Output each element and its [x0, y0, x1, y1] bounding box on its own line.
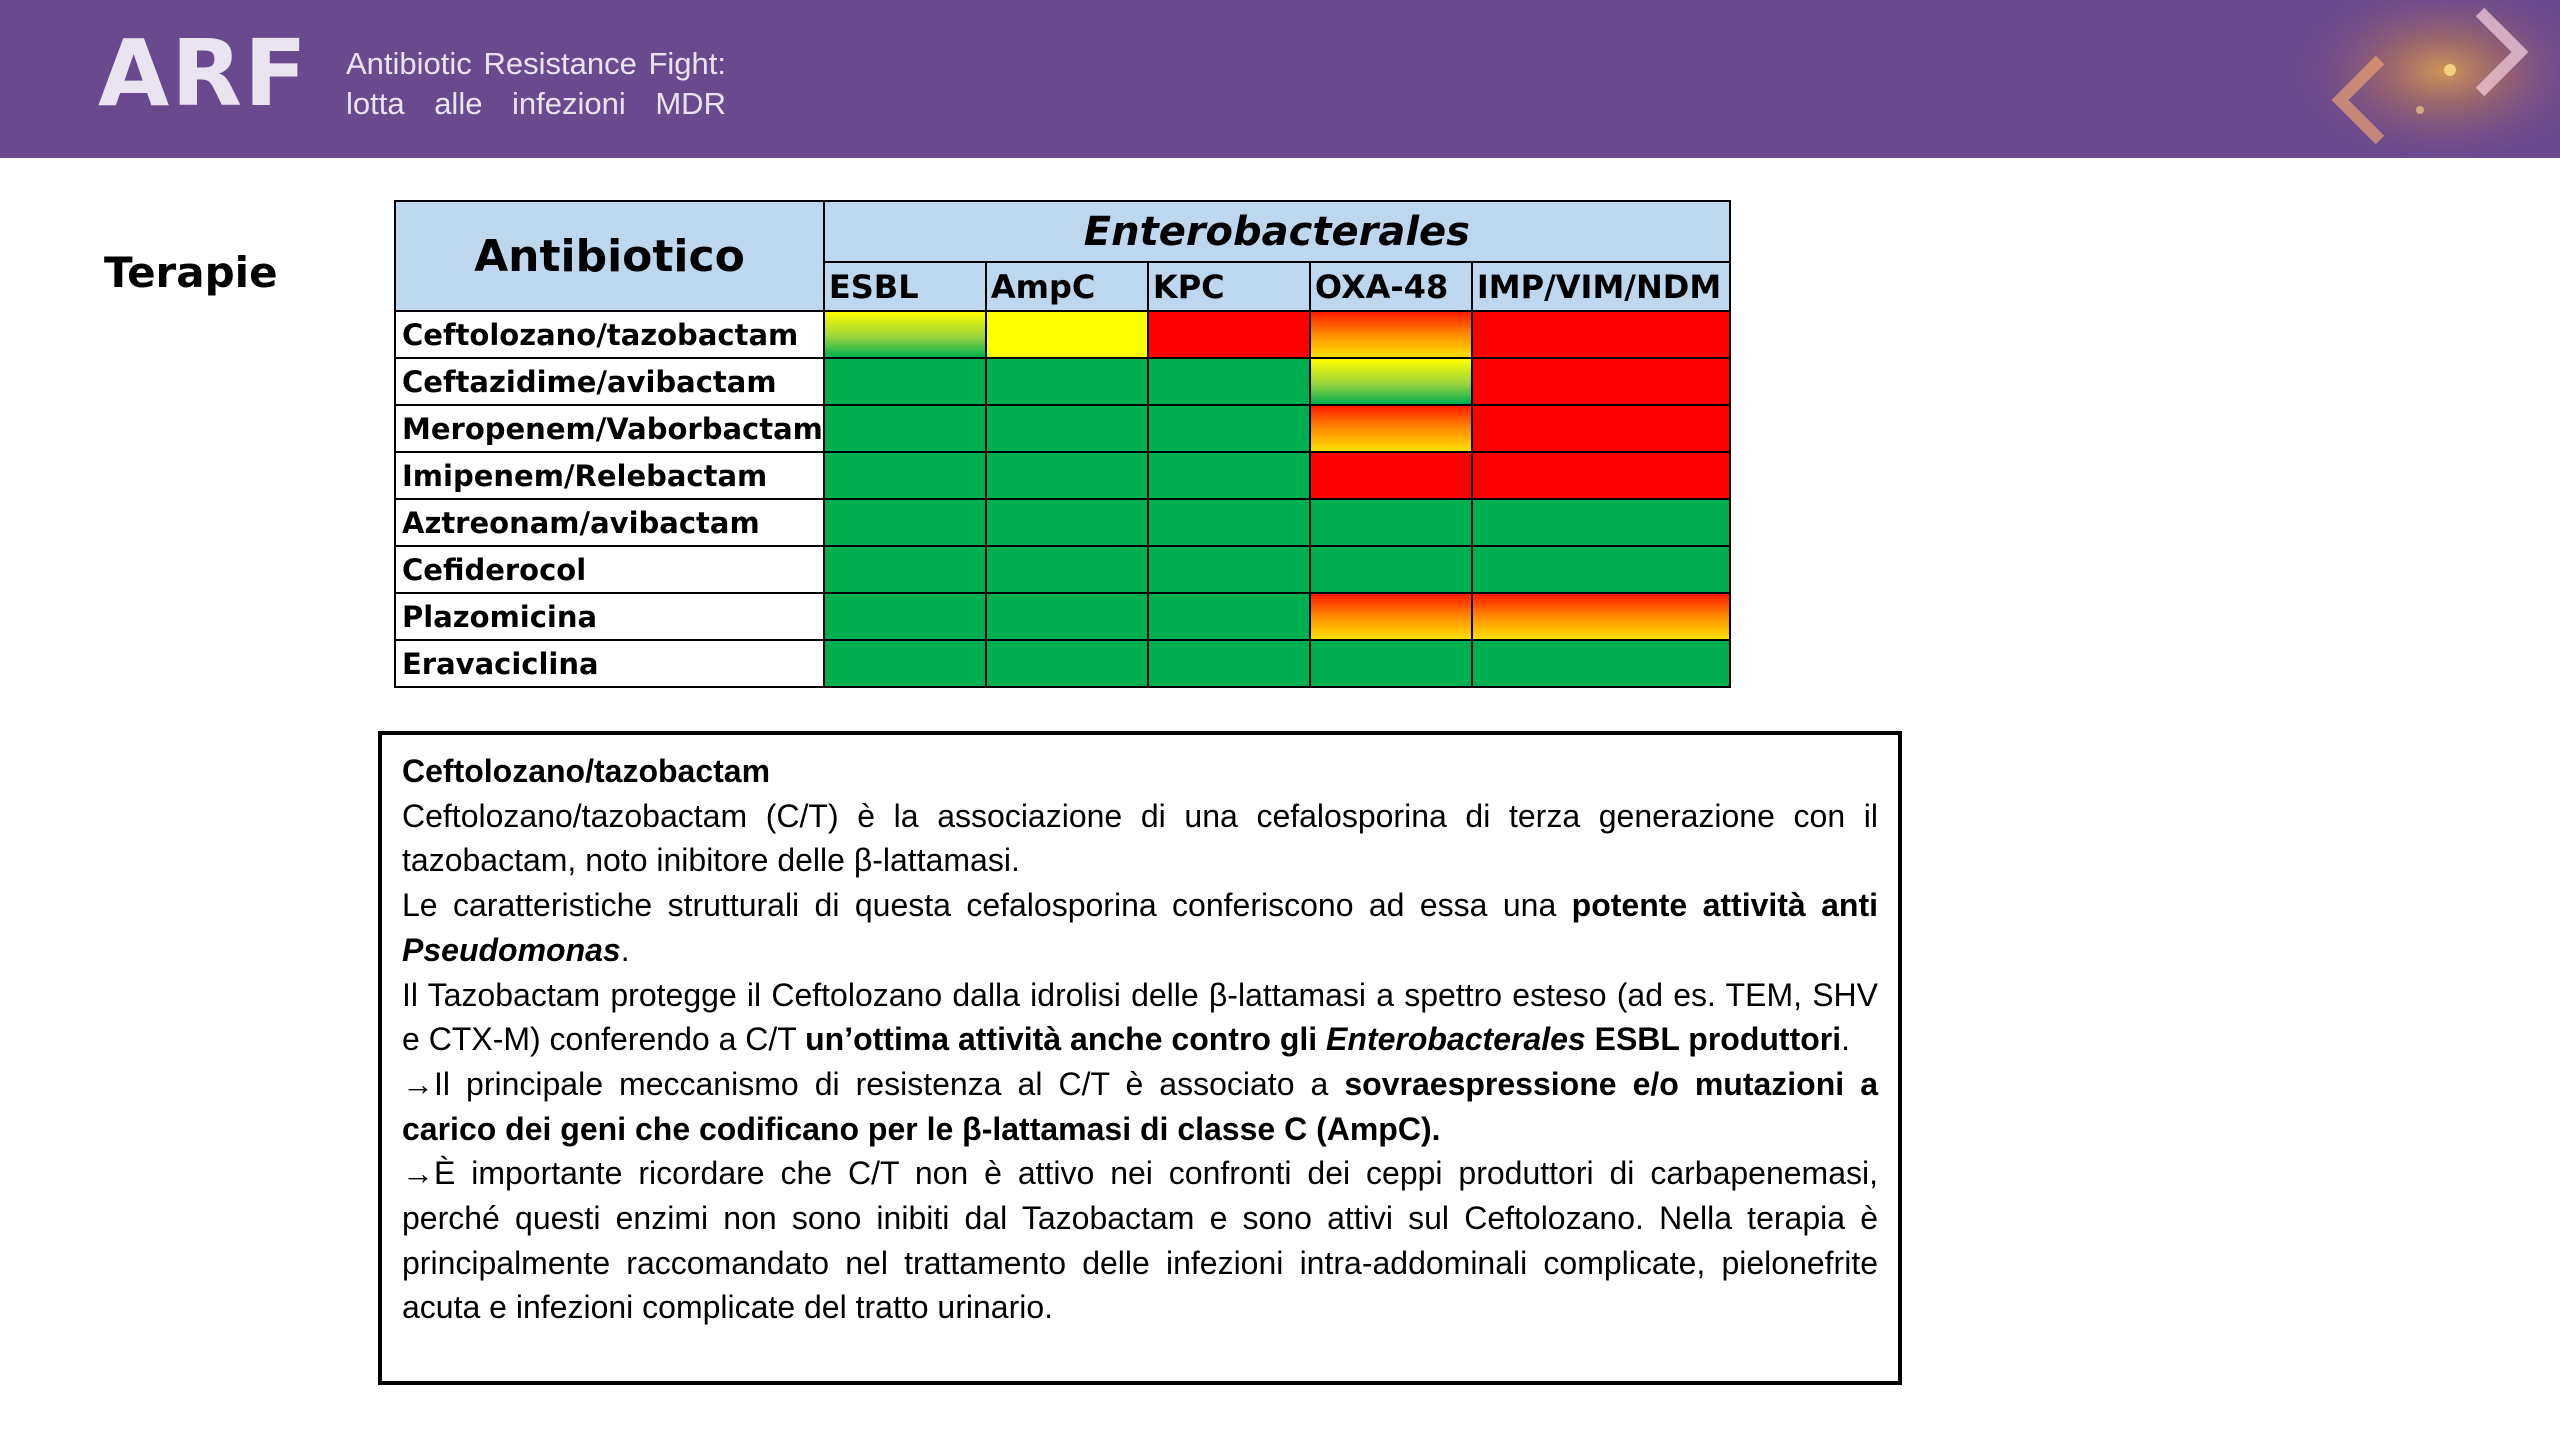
- tagline-word: Fight:: [648, 46, 726, 81]
- activity-cell: [824, 452, 986, 499]
- activity-cell: [1148, 452, 1310, 499]
- info-emphasis: un’ottima attività anche contro gli: [805, 1021, 1327, 1058]
- activity-cell: [1148, 640, 1310, 687]
- info-emphasis: potente attività anti: [1571, 887, 1879, 924]
- antibiotic-name: Aztreonam/avibactam: [395, 499, 824, 546]
- info-paragraph: Ceftolozano/tazobactam (C/T) è la associazione di una cefalosporina di terza generazione con il tazobactam, noto inibitore delle β-lattamasi.: [402, 797, 1878, 879]
- table-row: [395, 452, 1730, 499]
- activity-cell: [986, 358, 1148, 405]
- activity-cell: [1472, 452, 1730, 499]
- info-emphasis-italic: Pseudomonas: [402, 931, 621, 968]
- column-header: ESBL: [824, 262, 986, 311]
- info-paragraph: →È importante ricordare che C/T non è attivo nei confronti dei ceppi produttori di carbapenemasi, perché questi enzimi non sono inibiti dal Tazobactam e sono attivi sul Ceftolozano. Nella terapia è principalmente raccomandato nel trattamento delle infezioni intra-addominali complicate, pielonefrite acuta e infezioni complicate del tratto urinario.: [402, 1155, 1878, 1326]
- tagline-word: infezioni: [512, 86, 626, 121]
- activity-cell: [1472, 499, 1730, 546]
- info-text: Il Tazobactam protegge il Ceftolozano dalla idrolisi delle β-lattamasi a spettro esteso (ad es. TEM, SHV e CTX-M) conferendo a C/T: [402, 976, 1878, 1058]
- activity-cell: [986, 405, 1148, 452]
- tagline-word: Antibiotic: [346, 46, 472, 81]
- info-paragraph: [402, 1062, 1878, 1151]
- activity-cell: [1310, 358, 1472, 405]
- activity-cell: [1148, 311, 1310, 358]
- activity-cell: [1148, 546, 1310, 593]
- info-text: →Il principale meccanismo di resistenza al C/T è associato a: [402, 1065, 1345, 1102]
- activity-cell: [986, 499, 1148, 546]
- activity-cell: [824, 546, 986, 593]
- table-row: [395, 499, 1730, 546]
- activity-cell: [824, 640, 986, 687]
- activity-cell: [1310, 311, 1472, 358]
- tagline-word: Resistance: [483, 46, 637, 81]
- section-title: Terapie: [104, 248, 278, 297]
- activity-cell: [1310, 452, 1472, 499]
- activity-cell: [824, 358, 986, 405]
- info-emphasis: ESBL produttori: [1585, 1021, 1842, 1058]
- info-paragraph: [402, 973, 1878, 1062]
- info-paragraph: [402, 883, 1878, 972]
- activity-cell: [1148, 593, 1310, 640]
- table-row: [395, 593, 1730, 640]
- ceftolozano-info-box: [378, 731, 1902, 1385]
- activity-cell: [1310, 546, 1472, 593]
- tagline-word: alle: [434, 86, 483, 121]
- activity-cell: [1472, 640, 1730, 687]
- antibiotic-name: Ceftolozano/tazobactam: [395, 311, 824, 358]
- info-title: Ceftolozano/tazobactam: [402, 753, 771, 789]
- table-row: [395, 311, 1730, 358]
- column-header: IMP/VIM/NDM: [1472, 262, 1730, 311]
- therapy-activity-table: [394, 200, 1731, 688]
- activity-cell: [1148, 405, 1310, 452]
- activity-cell: [824, 499, 986, 546]
- info-text: Le caratteristiche strutturali di questa cefalosporina conferiscono ad essa una: [402, 887, 1572, 924]
- header-bar: [0, 0, 2560, 158]
- info-emphasis-italic: Enterobacterales: [1326, 1021, 1586, 1058]
- antibiotic-name: Plazomicina: [395, 593, 824, 640]
- tagline: [346, 44, 726, 124]
- table-body: [395, 311, 1730, 687]
- antibiotic-name: Eravaciclina: [395, 640, 824, 687]
- table-row: [395, 405, 1730, 452]
- info-text: .: [1841, 1021, 1850, 1058]
- arf-logo: ARF: [98, 20, 309, 127]
- activity-cell: [824, 405, 986, 452]
- activity-cell: [1472, 405, 1730, 452]
- info-text: .: [620, 931, 630, 968]
- table-row: [395, 546, 1730, 593]
- antibiotic-name: Cefiderocol: [395, 546, 824, 593]
- activity-cell: [1310, 499, 1472, 546]
- activity-cell: [1310, 405, 1472, 452]
- antibiotic-name: Meropenem/Vaborbactam: [395, 405, 824, 452]
- activity-cell: [1472, 358, 1730, 405]
- activity-cell: [1472, 546, 1730, 593]
- column-header: AmpC: [986, 262, 1148, 311]
- activity-cell: [986, 640, 1148, 687]
- tagline-line-2: [346, 84, 726, 124]
- column-header: KPC: [1148, 262, 1310, 311]
- activity-cell: [986, 593, 1148, 640]
- antibiotic-column-header: Antibiotico: [395, 201, 824, 311]
- activity-cell: [986, 546, 1148, 593]
- activity-cell: [824, 311, 986, 358]
- table-row: [395, 640, 1730, 687]
- activity-cell: [1310, 640, 1472, 687]
- activity-cell: [986, 311, 1148, 358]
- tagline-word: MDR: [655, 86, 726, 121]
- table-row: [395, 358, 1730, 405]
- activity-cell: [1472, 311, 1730, 358]
- tagline-line-1: [346, 44, 726, 84]
- antibiotic-name: Imipenem/Relebactam: [395, 452, 824, 499]
- table-header-row: [395, 201, 1730, 262]
- enterobacterales-group-header: Enterobacterales: [824, 201, 1730, 262]
- activity-cell: [824, 593, 986, 640]
- activity-cell: [986, 452, 1148, 499]
- activity-cell: [1148, 499, 1310, 546]
- activity-cell: [1310, 593, 1472, 640]
- activity-cell: [1148, 358, 1310, 405]
- activity-cell: [1472, 593, 1730, 640]
- info-emphasis: sovraespressione e/o mutazioni a carico dei geni che codificano per le β-lattamasi di classe C (AmpC).: [402, 1065, 1879, 1147]
- tagline-word: lotta: [346, 86, 405, 121]
- column-header: OXA-48: [1310, 262, 1472, 311]
- antibiotic-name: Ceftazidime/avibactam: [395, 358, 824, 405]
- header-decoration-graphic: [2300, 0, 2560, 158]
